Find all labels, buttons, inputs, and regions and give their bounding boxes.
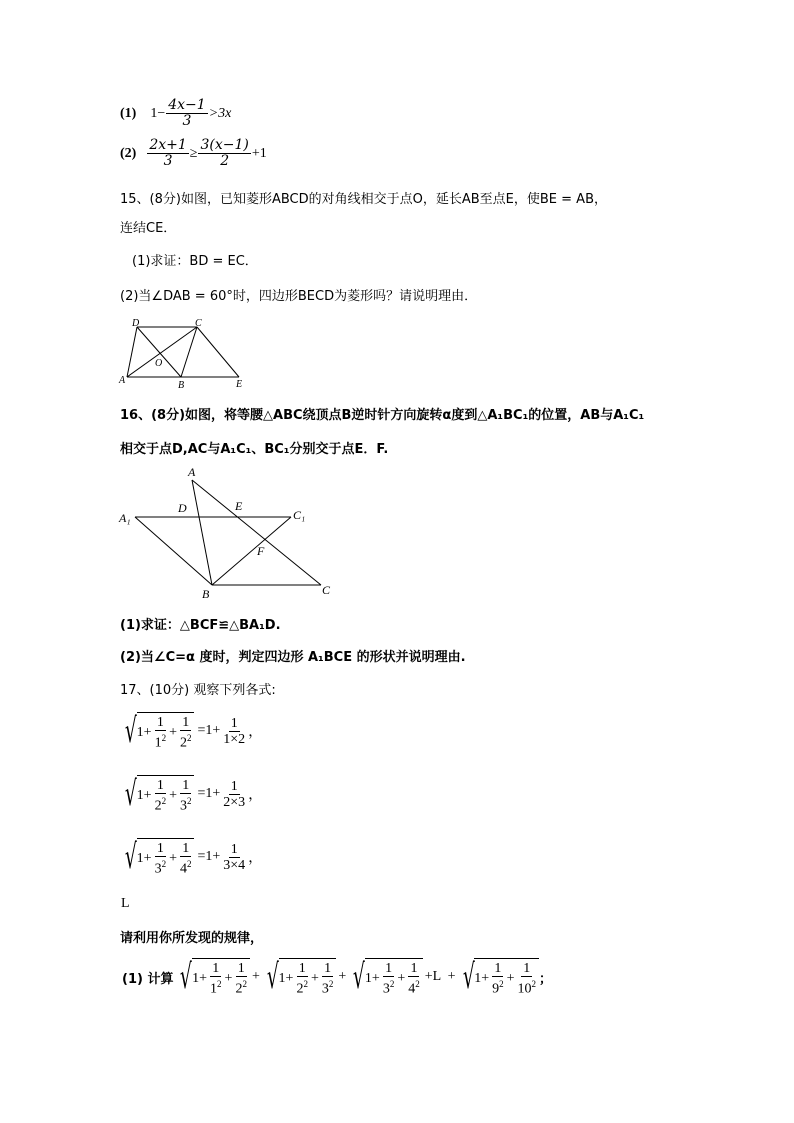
fraction-denominator: 9 <box>492 981 500 997</box>
fraction-numerator: 1 <box>156 841 164 856</box>
label-E: E <box>236 379 243 390</box>
q17-instruction: 请利用你所发现的规律， <box>120 931 264 946</box>
fraction-numerator: 1 <box>523 961 531 976</box>
plus-sign: + <box>169 787 177 803</box>
fraction-numerator: 2x+1 <box>149 137 187 153</box>
fraction-denominator: 3×4 <box>223 857 246 873</box>
inequality-1-number: (1) <box>120 105 137 121</box>
equals-sign: =1+ <box>197 849 221 865</box>
comma: ， <box>248 725 263 741</box>
fraction-numerator: 1 <box>230 778 238 794</box>
fraction-denominator: 3 <box>163 153 173 169</box>
fraction-denominator: 1×2 <box>223 731 246 747</box>
fraction-numerator: 1 <box>410 961 418 976</box>
q16-part2: (2)当∠C=α 度时，判定四边形 A₁BCE 的形状并说明理由. <box>120 650 466 665</box>
q16-part1: (1)求证：△BCF≌△BA₁D. <box>120 618 281 633</box>
fraction-denominator: 2 <box>235 981 243 997</box>
fraction-numerator: 4x−1 <box>168 97 206 113</box>
fraction-numerator: 1 <box>324 961 332 976</box>
q15-line2: 连结CE． <box>120 221 177 236</box>
plus-sign: + <box>224 970 233 986</box>
inequality-1-rhs: >3x <box>208 105 232 121</box>
q17-equation-3 <box>120 838 262 877</box>
fraction-denominator: 3 <box>154 861 162 877</box>
label-A1: A₁ <box>119 511 131 525</box>
fraction-denominator: 3 <box>321 981 329 997</box>
fraction-numerator: 1 <box>212 961 220 976</box>
q17-part1-label: (1) 计算 <box>122 971 174 987</box>
q17-equation-1 <box>120 712 262 751</box>
fraction-numerator: 1 <box>182 715 190 730</box>
label-F: F <box>257 544 265 558</box>
term-one: 1+ <box>192 970 208 986</box>
term-one: 1+ <box>474 970 490 986</box>
fraction-numerator: 1 <box>494 961 502 976</box>
label-A: A <box>119 375 126 386</box>
inequality-2-number: (2) <box>120 145 137 161</box>
label-C: C <box>322 583 331 597</box>
term-one: 1+ <box>136 787 152 803</box>
square-root: √ 1+ $\frac{1}{9^2}$ + $\frac{1}{10^2}$ <box>458 958 539 997</box>
label-C: C <box>195 318 202 329</box>
plus-sign: + <box>169 724 177 740</box>
fraction-numerator: 1 <box>230 715 238 731</box>
q17-part1-expression <box>122 958 552 997</box>
label-O: O <box>155 358 163 369</box>
term-one: 1+ <box>136 724 152 740</box>
fraction-numerator: 1 <box>156 778 164 793</box>
fraction-numerator: 3(x−1) <box>200 137 249 153</box>
fraction-numerator: 1 <box>230 841 238 857</box>
fraction-numerator: 1 <box>182 778 190 793</box>
q15-rhombus-figure <box>115 315 255 393</box>
label-D: D <box>178 501 187 515</box>
plus-sign: + <box>397 970 406 986</box>
inequality-2-relation: ≥ <box>189 145 198 161</box>
q16-line1: 16、(8分)如图，将等腰△ABC绕顶点B逆时针方向旋转α度到△A₁BC₁的位置，AB与A₁C₁ <box>120 408 645 423</box>
term-one: 1+ <box>136 850 152 866</box>
comma: ， <box>248 851 263 867</box>
fraction-denominator: 1 <box>210 981 218 997</box>
inequality-2-right-fraction <box>198 138 250 169</box>
equals-sign: =1+ <box>197 786 221 802</box>
comma: ， <box>248 788 263 804</box>
q16-rotation-figure <box>115 462 345 602</box>
plus-sign: + <box>169 850 177 866</box>
fraction-denominator: 3 <box>182 113 192 129</box>
label-C1: C₁ <box>293 508 306 522</box>
inequality-1-fraction <box>166 98 207 129</box>
square-root: √ 1+ $\frac{1}{3^2}$ + $\frac{1}{4^2}$ <box>120 838 194 877</box>
q17-equation-2 <box>120 775 262 814</box>
fraction-numerator: 1 <box>298 961 306 976</box>
ellipsis-mark: L <box>121 896 130 911</box>
square-root: √ 1+ $\frac{1}{1^2}$ + $\frac{1}{2^2}$ <box>120 712 194 751</box>
label-B: B <box>202 587 210 601</box>
label-A: A <box>188 465 196 479</box>
ellipsis-plus: +L + <box>424 969 456 985</box>
fraction-denominator: 2 <box>179 735 187 751</box>
square-root: √ 1+ $\frac{1}{2^2}$ + $\frac{1}{3^2}$ <box>262 958 336 997</box>
fraction-denominator: 2×3 <box>223 794 246 810</box>
label-E: E <box>235 499 243 513</box>
fraction-denominator: 4 <box>179 861 187 877</box>
inequality-2 <box>120 138 267 169</box>
inequality-2-left-fraction <box>147 138 188 169</box>
square-root: √ 1+ $\frac{1}{1^2}$ + $\frac{1}{2^2}$ <box>175 958 249 997</box>
square-root: √ 1+ $\frac{1}{2^2}$ + $\frac{1}{3^2}$ <box>120 775 194 814</box>
fraction-numerator: 1 <box>237 961 245 976</box>
label-B: B <box>178 380 185 391</box>
fraction-denominator: 2 <box>296 981 304 997</box>
fraction-denominator: 3 <box>179 798 187 814</box>
fraction-denominator: 3 <box>382 981 390 997</box>
plus-sign: + <box>506 970 515 986</box>
q15-part2: (2)当∠DAB = 60°时，四边形BECD为菱形吗？请说明理由． <box>120 289 478 304</box>
q16-line2: 相交于点D,AC与A₁C₁、BC₁分别交于点E．F. <box>120 442 389 457</box>
inequality-2-tail: +1 <box>251 145 267 161</box>
fraction-denominator: 4 <box>408 981 416 997</box>
fraction-denominator: 2 <box>220 153 230 169</box>
inequality-1-lead: 1− <box>150 105 166 121</box>
equals-sign: =1+ <box>197 723 221 739</box>
fraction-denominator: 1 <box>154 735 162 751</box>
plus-sign: + <box>338 969 347 985</box>
fraction-numerator: 1 <box>385 961 393 976</box>
q15-part1: (1)求证：BD = EC． <box>132 254 258 269</box>
inequality-1 <box>120 98 231 129</box>
square-root: √ 1+ $\frac{1}{3^2}$ + $\frac{1}{4^2}$ <box>348 958 422 997</box>
fraction-denominator: 10 <box>517 981 532 997</box>
q15-line1: 15、(8分)如图，已知菱形ABCD的对角线相交于点O，延长AB至点E，使BE = AB， <box>120 192 607 207</box>
plus-sign: + <box>251 969 260 985</box>
plus-sign: + <box>310 970 319 986</box>
q17-title: 17、(10分) 观察下列各式: <box>120 683 276 698</box>
term-one: 1+ <box>364 970 380 986</box>
term-one: 1+ <box>278 970 294 986</box>
fraction-numerator: 1 <box>156 715 164 730</box>
fraction-numerator: 1 <box>182 841 190 856</box>
fraction-denominator: 2 <box>154 798 162 814</box>
q17-part1-end: ； <box>539 971 553 987</box>
label-D: D <box>132 318 140 329</box>
